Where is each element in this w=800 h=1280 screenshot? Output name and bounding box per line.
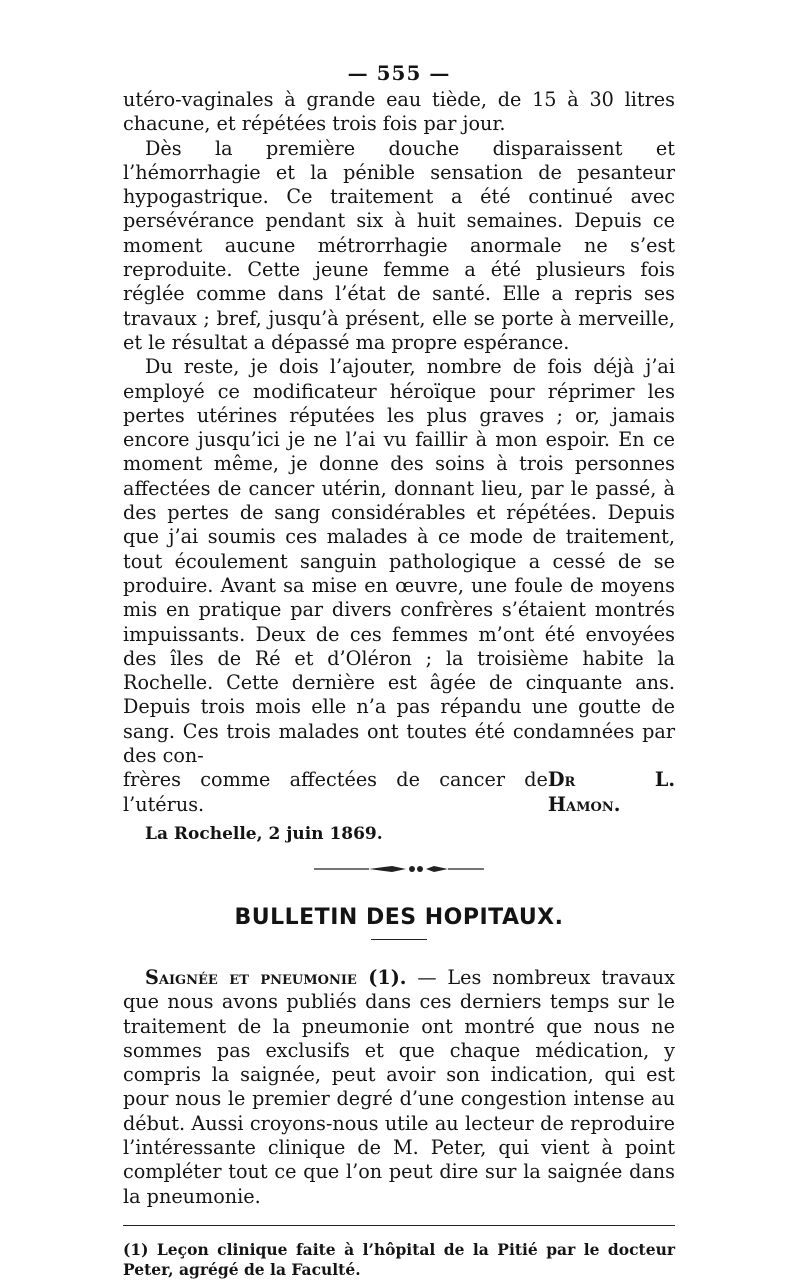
ornament-divider	[314, 863, 484, 875]
paragraph-1: utéro-vaginales à grande eau tiède, de 15 à 30 litres chacune, et répétées trois fois par jour.	[123, 88, 675, 136]
section-heading: BULLETIN DES HOPITAUX.	[234, 904, 564, 930]
footnote: (1) Leçon clinique faite à l’hôpital de la Pitié par le docteur Peter, agrégé de la Faculté.	[123, 1239, 675, 1279]
article-lead: Saignée et pneumonie (1).	[145, 965, 407, 989]
signature-line	[123, 768, 675, 817]
dateline: La Rochelle, 2 juin 1869.	[145, 823, 383, 844]
heading-rule	[371, 939, 427, 940]
page-number: — 555 —	[347, 61, 451, 85]
paragraph-4	[123, 966, 675, 1209]
paragraph-4-text: — Les nombreux travaux que nous avons publiés dans ces derniers temps sur le traitement de la pneumonie ont montré que nous ne sommes pas exclusifs et que chaque médication, y compris la saignée, peut avoir son indication, qui est pour nous le premier degré d’une congestion intense au début. Aussi croyons-nous utile au lecteur de reproduire l’intéressante clinique de M. Peter, qui vient à point compléter tout ce que l’on peut dire sur la saignée dans la pneumonie.	[123, 965, 675, 1208]
paragraph-3: Du reste, je dois l’ajouter, nombre de fois déjà j’ai employé ce modificateur héroïque pour réprimer les pertes utérines réputées les plus graves ; or, jamais encore jusqu’ici je ne l’ai vu faillir à mon espoir. En ce moment même, je donne des soins à trois personnes affectées de cancer utérin, donnant lieu, par le passé, à des pertes de sang considérables et répétées. Depuis que j’ai soumis ces malades à ce mode de traitement, tout écoulement sanguin pathologique a cessé de se produire. Avant sa mise en œuvre, une foule de moyens mis en pratique par divers confrères s’étaient montrés impuissants. Deux de ces femmes m’ont été envoyées des îles de Ré et d’Oléron ; la troisième habite la Rochelle. Cette dernière est âgée de cinquante ans. Depuis trois mois elle n’a pas répandu une goutte de sang. Ces trois malades ont toutes été condamnées par des con-	[123, 355, 675, 768]
footnote-rule	[123, 1225, 675, 1226]
page	[123, 58, 675, 1280]
paragraph-2: Dès la première douche disparaissent et l’hémorrhagie et la pénible sensation de pesanteur hypogastrique. Ce traitement a été continué avec persévérance pendant six à huit semaines. Depuis ce moment aucune métrorrhagie anormale ne s’est reproduite. Cette jeune femme a été plusieurs fois réglée comme dans l’état de santé. Elle a repris ses travaux ; bref, jusqu’à présent, elle se porte à merveille, et le résultat a dépassé ma propre espérance.	[123, 136, 675, 354]
paragraph-3-end: frères comme affectées de cancer de l’utérus.	[123, 768, 548, 816]
author-signature: Dr L. Hamon.	[547, 768, 675, 816]
